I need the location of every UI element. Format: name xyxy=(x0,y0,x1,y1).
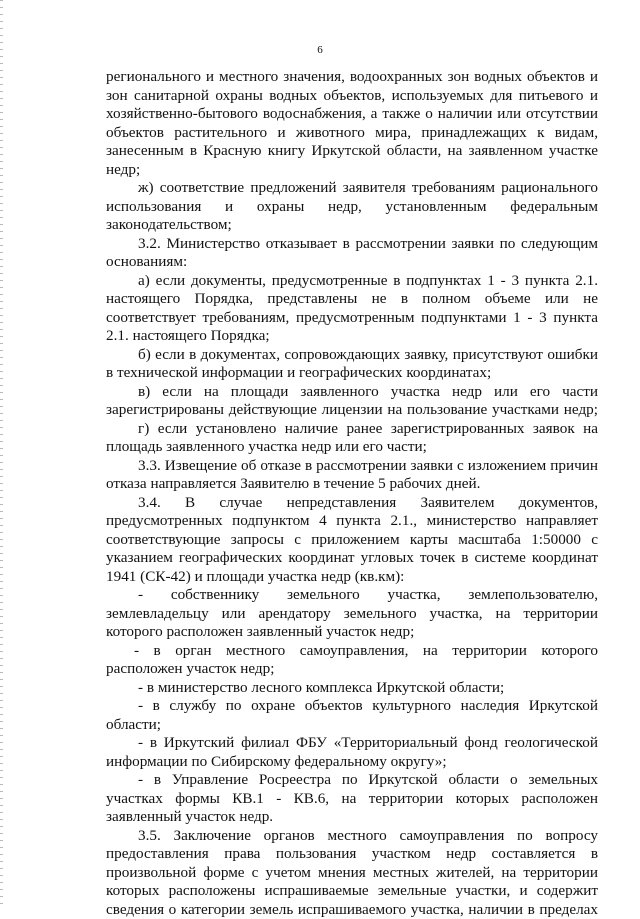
text-line: предоставления права пользования участком недр составляется в xyxy=(106,845,598,864)
text-line: зарегистрированы действующие лицензии на пользование участками недр; xyxy=(106,401,598,420)
text-line: участках формы КВ.1 - КВ.6, на территории которых расположен xyxy=(106,790,598,809)
text-line: которых расположены испрашиваемые земельные участки, и содержит xyxy=(106,882,598,901)
text-line: предусмотренных подпунктом 4 пункта 2.1., министерство направляет xyxy=(106,512,598,531)
text-line: законодательством; xyxy=(106,216,598,235)
document-body xyxy=(106,68,598,919)
text-line: зон санитарной охраны водных объектов, используемых для питьевого и xyxy=(106,87,598,106)
text-line: площадь заявленного участка недр или его части; xyxy=(106,438,598,457)
text-line: занесенным в Красную книгу Иркутской области, на заявленном участке xyxy=(106,142,598,161)
text-line: указанием географических координат угловых точек в системе координат xyxy=(106,549,598,568)
text-line: в) если на площади заявленного участка недр или его части xyxy=(106,383,598,402)
text-line: соответствующие запросы с приложением карты масштаба 1:50000 с xyxy=(106,531,598,550)
text-line: произвольной форме с учетом мнения местных жителей, на территории xyxy=(106,864,598,883)
text-line: г) если установлено наличие ранее зарегистрированных заявок на xyxy=(106,420,598,439)
text-line: заявленный участок недр. xyxy=(106,808,598,827)
text-line: 2.1. настоящего Порядка; xyxy=(106,327,598,346)
text-line: ж) соответствие предложений заявителя требованиям рационального xyxy=(106,179,598,198)
page-number: 6 xyxy=(0,44,640,56)
text-line: отказа направляется Заявителю в течение 5 рабочих дней. xyxy=(106,475,598,494)
text-line: соответствует требованиям, предусмотренным подпунктами 1 - 3 пункта xyxy=(106,309,598,328)
text-line: - в Управление Росреестра по Иркутской области о земельных xyxy=(106,771,598,790)
text-line: области; xyxy=(106,716,598,735)
text-line: настоящего Порядка, представлены не в полном объеме или не xyxy=(106,290,598,309)
text-line: в технической информации и географических координатах; xyxy=(106,364,598,383)
text-line: хозяйственно-бытового водоснабжения, а также о наличии или отсутствии xyxy=(106,105,598,124)
text-line: информации по Сибирскому федеральному округу»; xyxy=(106,753,598,772)
text-line: расположен участок недр; xyxy=(106,660,598,679)
text-line: - в службу по охране объектов культурного наследия Иркутской xyxy=(106,697,598,716)
text-line: - в министерство лесного комплекса Иркутской области; xyxy=(106,679,598,698)
text-line: б) если в документах, сопровождающих заявку, присутствуют ошибки xyxy=(106,346,598,365)
text-line: землевладельцу или арендатору земельного участка, на территории xyxy=(106,605,598,624)
text-line: - в орган местного самоуправления, на территории которого xyxy=(106,642,598,661)
text-line: 3.3. Извещение об отказе в рассмотрении заявки с изложением причин xyxy=(106,457,598,476)
margin-scan-dots xyxy=(0,0,3,905)
text-line: а) если документы, предусмотренные в подпунктах 1 - 3 пункта 2.1. xyxy=(106,272,598,291)
text-line: - собственнику земельного участка, землепользователю, xyxy=(106,586,598,605)
text-line: которого расположен заявленный участок недр; xyxy=(106,623,598,642)
text-line: использования и охраны недр, установленным федеральным xyxy=(106,198,598,217)
text-line: 3.5. Заключение органов местного самоуправления по вопросу xyxy=(106,827,598,846)
text-line: недр; xyxy=(106,161,598,180)
text-line: 3.4. В случае непредставления Заявителем документов, xyxy=(106,494,598,513)
text-line: 3.2. Министерство отказывает в рассмотрении заявки по следующим xyxy=(106,235,598,254)
text-line: - в Иркутский филиал ФБУ «Территориальный фонд геологической xyxy=(106,734,598,753)
text-line: регионального и местного значения, водоохранных зон водных объектов и xyxy=(106,68,598,87)
text-line: основаниям: xyxy=(106,253,598,272)
text-line: объектов растительного и животного мира, принадлежащих к видам, xyxy=(106,124,598,143)
text-line: сведения о категории земель испрашиваемого участка, наличии в пределах xyxy=(106,901,598,919)
text-line: 1941 (СК-42) и площади участка недр (кв.км): xyxy=(106,568,598,587)
